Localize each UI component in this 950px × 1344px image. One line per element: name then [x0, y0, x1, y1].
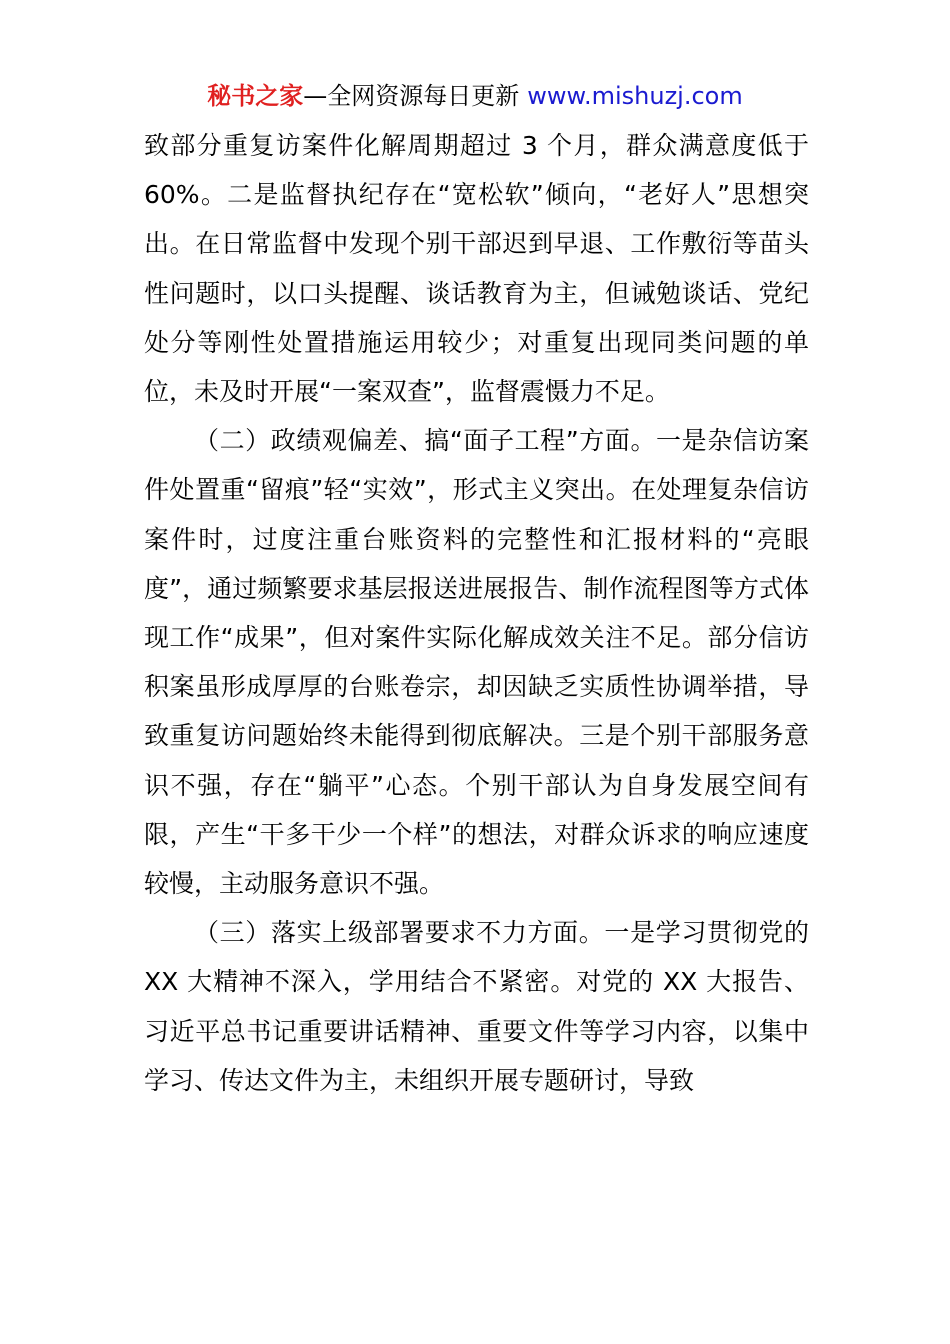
- paragraph-section-3: （三）落实上级部署要求不力方面。一是学习贯彻党的 XX 大精神不深入，学用结合不紧密。对党的 XX 大报告、习近平总书记重要讲话精神、重要文件等学习内容，以集中学习、传达文件为主，未组织开展专题研讨，导致: [144, 918, 809, 1095]
- paragraph-section-2: （二）政绩观偏差、搞“面子工程”方面。一是杂信访案件处置重“留痕”轻“实效”，形式主义突出。在处理复杂信访案件时，过度注重台账资料的完整性和汇报材料的“亮眼度”，通过频繁要求基层报送进展报告、制作流程图等方式体现工作“成果”，但对案件实际化解成效关注不足。部分信访积案虽形成厚厚的台账卷宗，却因缺乏实质性协调举措，导致重复访问题始终未能得到彻底解决。三是个别干部服务意识不强，存在“躺平”心态。个别干部认为自身发展空间有限，产生“干多干少一个样”的想法，对群众诉求的响应速度较慢，主动服务意识不强。: [144, 426, 809, 899]
- header-tagline: —全网资源每日更新: [303, 82, 520, 110]
- document-body: [144, 121, 809, 1105]
- paragraph-continuation: 致部分重复访案件化解周期超过 3 个月，群众满意度低于 60%。二是监督执纪存在“宽松软”倾向，“老好人”思想突出。在日常监督中发现个别干部迟到早退、工作敷衍等苗头性问题时，以口头提醒、谈话教育为主，但诫勉谈话、党纪处分等刚性处置措施运用较少；对重复出现同类问题的单位，未及时开展“一案双查”，监督震慑力不足。: [144, 131, 809, 407]
- header-brand: 秘书之家: [207, 82, 304, 110]
- page-header: [0, 80, 950, 112]
- header-url-link[interactable]: www.mishuzj.com: [527, 82, 743, 110]
